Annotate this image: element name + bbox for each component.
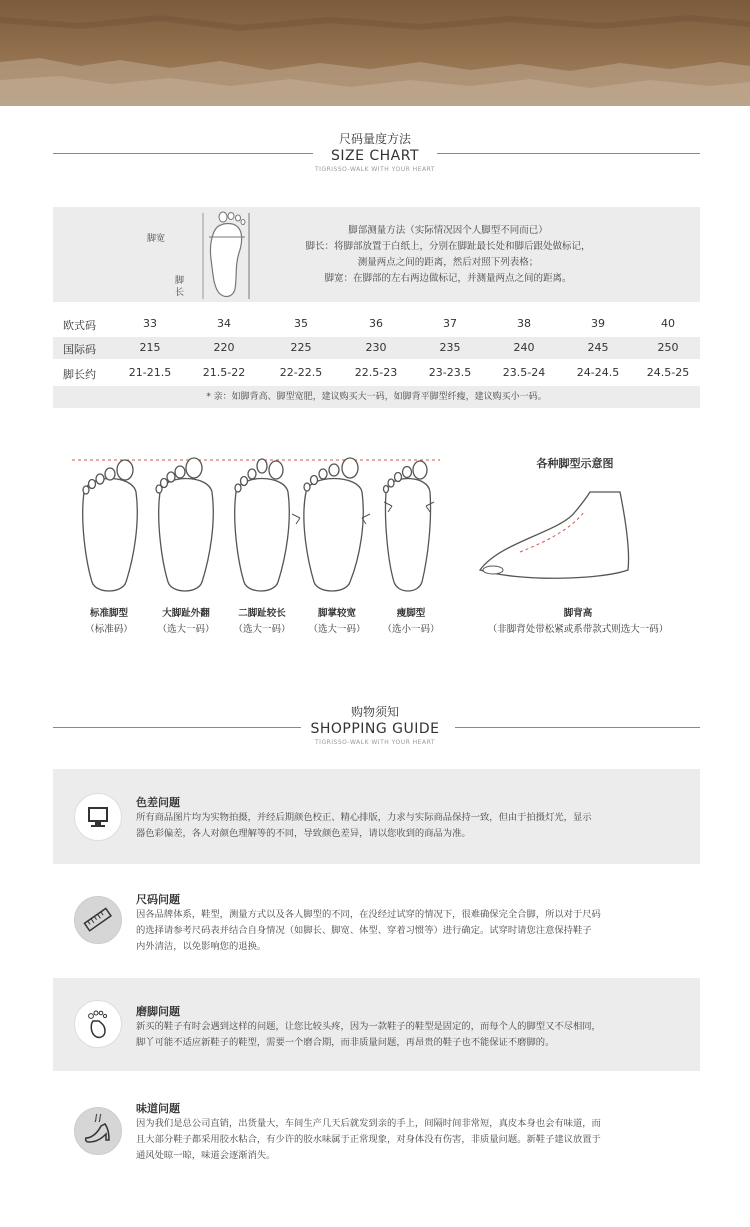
guide-card-friction [53,978,700,1071]
table-cell: 40 [661,317,675,330]
table-cell: 235 [439,341,461,354]
guide-line: 的选择请参考尺码表并结合自身情况（如脚长、脚宽、体型、穿着习惯等）进行确定。试穿时请您注意保持鞋子 [136,925,592,936]
foot-type-advice: （选大一码） [308,624,366,635]
shopping-guide-header [0,703,750,746]
guide-text [136,1116,691,1164]
measure-instructions [253,223,643,287]
foot-length-label-1: 脚 [175,276,185,286]
foot-type-name: 脚掌较宽 [317,608,356,619]
table-cell: 23.5-24 [502,366,546,379]
foot-type-bunion [146,606,226,638]
guide-line: 脚丫可能不适应新鞋子的鞋型，需要一个磨合期，而非质量问题，再昂贵的鞋子也不能保证不磨脚的。 [136,1037,555,1048]
guide-line: 内外清洁，以免影响您的退换。 [136,941,267,952]
table-cell: 24-24.5 [576,366,620,379]
measure-line: 脚部测量方法（实际情况因个人脚型不同而已） [348,225,548,236]
table-cell: 21-21.5 [128,366,172,379]
guide-title: 色差问题 [136,796,180,809]
foot-type-name: 脚背高 [563,608,593,619]
size-subtitle: TIGRISSO-WALK WITH YOUR HEART [315,166,435,173]
guide-text [136,1019,691,1051]
table-cell: 240 [513,341,535,354]
measure-line: 脚长：将脚部放置于白纸上，分别在脚趾最长处和脚后跟处做标记， [305,241,591,252]
table-cell: 245 [587,341,609,354]
table-cell: 21.5-22 [202,366,246,379]
foot-type-name: 标准脚型 [89,608,128,619]
table-cell: 250 [657,341,679,354]
foot-type-advice: （选小一码） [382,624,440,635]
foot-type-name: 瘦脚型 [396,608,426,619]
guide-text [136,810,691,842]
table-cell: 230 [365,341,387,354]
size-row-length [53,362,700,384]
foot-diagram-title: 各种脚型示意图 [536,457,614,470]
row-label: 国际码 [63,343,96,356]
row-label: 欧式码 [63,319,96,332]
table-cell: 38 [517,317,531,330]
footprint-icon [74,1000,122,1048]
table-cell: 35 [294,317,308,330]
foot-length-label-2: 长 [175,288,185,298]
table-cell: 24.5-25 [646,366,690,379]
size-chart-header [0,130,750,173]
foot-type-long-second-toe [222,606,302,638]
foot-type-wide [297,606,377,638]
shopping-title-en: SHOPPING GUIDE [310,721,440,737]
high-heel-icon [74,1107,122,1155]
monitor-icon [74,793,122,841]
foot-type-standard [69,606,149,638]
table-cell: 215 [139,341,161,354]
foot-width-label: 脚宽 [147,234,166,244]
measure-line: 脚宽：在脚部的左右两边做标记，并测量两点之间的距离。 [324,273,572,284]
table-cell: 36 [369,317,383,330]
guide-line: 且大部分鞋子都采用胶水粘合，有少许的胶水味属于正常现象，对身体没有伤害，非质量问题。新鞋子建议放置于 [136,1134,601,1145]
shopping-subtitle: TIGRISSO-WALK WITH YOUR HEART [315,739,435,746]
guide-card-color [53,769,700,864]
size-note: * 亲：如脚背高、脚型宽肥，建议购买大一码，如脚背平脚型纤瘦，建议购买小一码。 [53,386,700,408]
measure-panel [53,207,700,302]
guide-line: 新买的鞋子有时会遇到这样的问题，让您比较头疼，因为一款鞋子的鞋型是固定的，而每个人的脚型又不尽相同， [136,1021,601,1032]
foot-type-advice: （标准码） [85,624,133,635]
foot-types-illustration [0,452,750,602]
top-banner [0,0,750,106]
guide-title: 尺码问题 [136,893,180,906]
table-cell: 22.5-23 [354,366,398,379]
guide-title: 磨脚问题 [136,1005,180,1018]
foot-type-advice: （选大一码） [157,624,215,635]
size-row-intl [53,337,700,359]
row-label: 脚长约 [63,368,96,381]
table-cell: 34 [217,317,231,330]
brown-texture-banner [0,0,750,106]
guide-text [136,907,691,955]
size-title-en: SIZE CHART [330,148,420,164]
guide-line: 通风处晾一晾，味道会逐渐消失。 [136,1150,276,1161]
guide-line: 器色彩偏差，各人对颜色理解等的不同，导致颜色差异，请以您收到的商品为准。 [136,828,471,839]
guide-card-smell [53,1085,700,1180]
shopping-title-cn: 购物须知 [350,705,399,719]
table-cell: 22-22.5 [279,366,323,379]
foot-type-name: 二脚趾较长 [238,608,286,619]
guide-line: 因为我们是总公司直销，出货量大，车间生产几天后就发到亲的手上，间隔时间非常短，真皮本身也会有味道，而 [136,1118,601,1129]
measure-line: 测量两点之间的距离，然后对照下列表格； [357,257,539,268]
size-title-cn: 尺码量度方法 [338,132,411,146]
foot-type-high-instep [468,606,688,638]
guide-line: 所有商品图片均为实物拍摄，并经后期颜色校正、精心排版，力求与实际商品保持一致，但由于拍摄灯光，显示 [136,812,592,823]
guide-card-size [53,876,700,966]
foot-type-advice: （选大一码） [233,624,291,635]
table-cell: 37 [443,317,457,330]
table-cell: 225 [290,341,312,354]
table-cell: 23-23.5 [428,366,472,379]
ruler-icon [74,896,122,944]
foot-type-advice: （非脚背处带松紧或系带款式则选大一码） [487,624,669,635]
table-cell: 39 [591,317,605,330]
guide-title: 味道问题 [136,1102,180,1115]
size-row-eu [53,313,700,335]
table-cell: 33 [143,317,157,330]
table-cell: 220 [213,341,235,354]
foot-type-slim [371,606,451,638]
foot-type-name: 大脚趾外翻 [162,608,210,619]
guide-line: 因各品牌体系，鞋型，测量方式以及各人脚型的不同，在没经过试穿的情况下，很难确保完全合脚，所以对于尺码 [136,909,601,920]
